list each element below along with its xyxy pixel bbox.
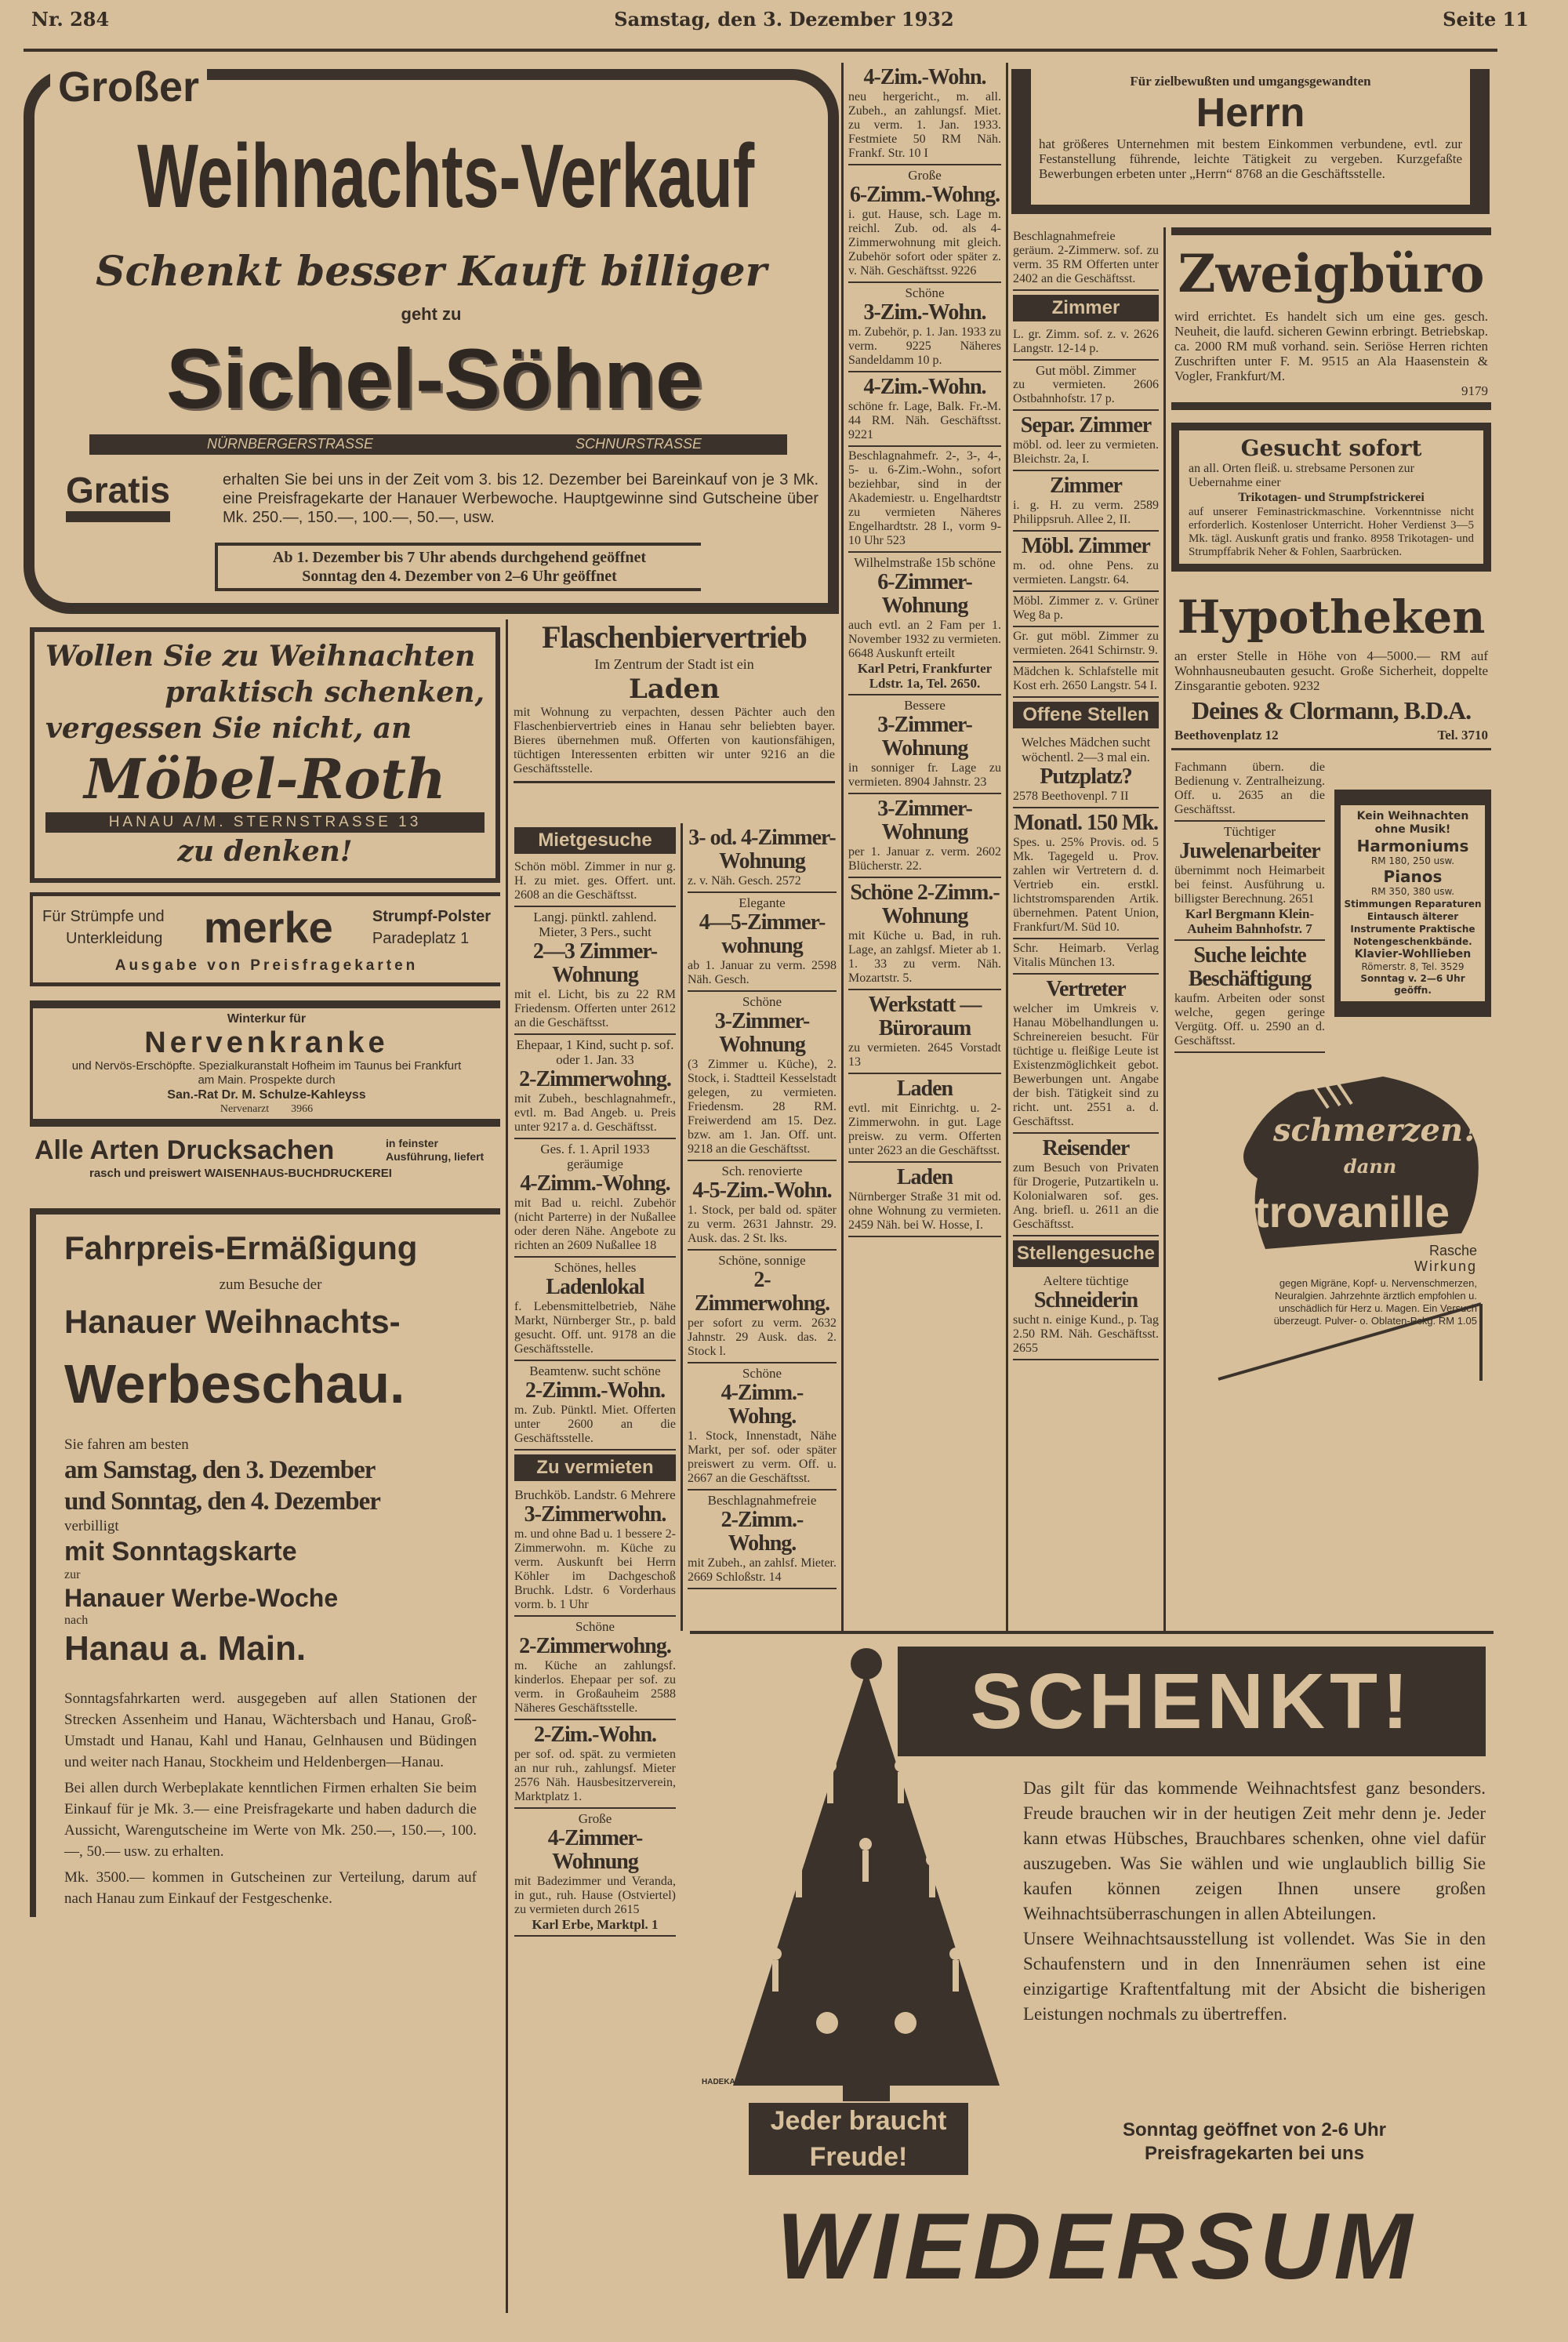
classified-ad (848, 553, 1001, 695)
ad-pre: Sch. renovierte (721, 1164, 803, 1178)
ad-body: Fachmann übern. die Bedienung v. Zentralheizung. Off. u. 2635 an die Geschäftsst. (1174, 761, 1325, 816)
ad-head: 3-Zim.-Wohn. (863, 300, 986, 325)
classified-ad (688, 1161, 837, 1251)
ad-address-row (1174, 728, 1488, 743)
ad-zweigbuero (1171, 227, 1491, 410)
right-row (1171, 758, 1491, 1053)
ad-d4: Hanauer Werbe-Woche (64, 1584, 339, 1612)
ad-price2: RM 350, 380 usw. (1370, 886, 1455, 897)
ad-head: 2-Zim.-Wohn. (533, 1723, 657, 1747)
ad-head: Laden (896, 1077, 953, 1101)
ad-right-line2: Paradeplatz 1 (372, 930, 470, 947)
ad-text (1023, 1776, 1486, 2027)
ad-r1: Rasche (1428, 1243, 1477, 1258)
ad-moebel-roth (30, 627, 500, 883)
street-right: SCHNURSTRASSE (575, 436, 702, 452)
ad-title: Hypotheken (1177, 590, 1486, 644)
ad-pre: Ehepaar, 1 Kind, sucht p. sof. oder 1. Jan. 33 (516, 1037, 674, 1067)
ad-goes-to: geht zu (401, 304, 462, 324)
ad-brand: merke (203, 902, 333, 952)
masthead-rule (24, 49, 1497, 52)
ad-p1: Sie fahren am besten (64, 1436, 189, 1453)
ad-head: 6-Zimm.-Wohng. (849, 183, 1000, 207)
ad-head: Suche leichte Beschäftigung (1188, 943, 1312, 991)
ad-body: mit Zubeh., an zahlsf. Mieter. 2669 Schloßstr. 14 (688, 1556, 837, 1584)
ad-line1: Wollen Sie zu Weihnachten (45, 640, 476, 673)
ad-head: Zimmer (1050, 474, 1122, 498)
ad-body: Beschlagnahmefr. 2-, 3-, 4-, 5- u. 6-Zim.-Wohn., sofort beziehbar, sind in der Akademiestr. u. Engelhardtstr zu vermieten Näheres Engelhardtstr. 28 I., vorm 9-10 Uhr 523 (848, 449, 1001, 547)
ad-title: Herrn (1196, 90, 1305, 136)
ad-right-line1: Strumpf-Polster (372, 908, 491, 925)
ad-p2: verbilligt (64, 1518, 119, 1534)
classified-ad (848, 878, 1001, 990)
ad-right (372, 906, 491, 950)
ad-drucksachen-row (34, 1135, 495, 1166)
ad-price1: RM 180, 250 usw. (1370, 855, 1455, 866)
ad-title: Flaschenbiervertrieb (542, 619, 807, 655)
ad-head: Laden (896, 1165, 953, 1189)
classified-ad (514, 1809, 676, 1937)
classified-ad (1013, 1271, 1159, 1360)
classified-ad (848, 165, 1001, 283)
ad-slogan: Schenkt besser Kauft billiger (95, 248, 768, 296)
classified-ad (1013, 532, 1159, 592)
ad-head: 2-Zimmerwohng. (519, 1067, 671, 1091)
ad-pre: Große (578, 1811, 612, 1826)
ad-kicker: Für zielbewußten und umgangsgewandten (1130, 74, 1371, 89)
ad-pre: Schöne, sonnige (718, 1253, 806, 1268)
ad-line2: praktisch schenken, (165, 676, 485, 709)
ad-pre: Bessere (904, 698, 946, 713)
ad-head: 4—5-Zimmer-wohnung (699, 910, 826, 958)
classified-ad (1174, 822, 1325, 941)
ad-body: m. Zubehör, p. 1. Jan. 1933 zu verm. 9225 Näheres Sandeldamm 10 p. (848, 325, 1001, 367)
ad-question: schmerzen? (1273, 1112, 1482, 1149)
classified-ad (688, 1251, 837, 1363)
ad-body: Gr. gut möbl. Zimmer zu vermieten. 2641 Schirnstr. 9. (1013, 630, 1159, 657)
classified-ad (1013, 361, 1159, 411)
ad-address: Beethovenplatz 12 (1174, 728, 1279, 743)
section-banner (1013, 698, 1159, 732)
classified-ad (688, 1491, 837, 1589)
classified-ad (514, 1361, 676, 1451)
ad-role (33, 1102, 500, 1116)
ad-body: per sofort zu verm. 2632 Jahnstr. 29 Ausk. das. 2. Stock l. (688, 1316, 837, 1358)
classified-ad (1013, 939, 1159, 975)
ad-line3: vergessen Sie nicht, an (45, 712, 412, 745)
ad-h1: Hanauer Weihnachts- (64, 1303, 401, 1340)
classified-column-wohnungen (683, 823, 841, 1589)
ad-body: Mädchen k. Schlafstelle mit Kost erh. 2650 Langstr. 54 I. (1013, 665, 1159, 692)
classified-ad (1174, 758, 1325, 822)
ad-body: in sonniger fr. Lage zu vermieten. 8904 Jahnstr. 23 (848, 761, 1001, 789)
ad-left-line1: Für Strümpfe und (42, 908, 165, 925)
ad-head: Monatl. 150 Mk. (1013, 811, 1159, 835)
ad-head: 2-Zimmerwohng. (519, 1634, 671, 1658)
ad-herrn (1011, 69, 1490, 214)
ad-pre: Gut möbl. Zimmer (1036, 363, 1136, 378)
classified-ad (848, 1163, 1001, 1237)
ad-head: 2-Zimmerwohng. (694, 1268, 830, 1316)
ad-firm: Klavier-Wohllieben (1354, 948, 1472, 960)
ad-brand-mark: HADEKA (702, 2078, 735, 2086)
ad-head: 4-Zimm.-Wohng. (520, 1171, 670, 1196)
ad-pre: Beamtenw. sucht schöne (529, 1363, 661, 1378)
section-banner (1013, 291, 1159, 325)
ad-kicker: Großer (50, 63, 207, 111)
classified-ad (1013, 227, 1159, 291)
ad-merke (30, 892, 500, 986)
ad-body: übernimmt noch Heimarbeit bei feinst. Ausführung u. billigster Berechnung. 2651 (1174, 864, 1325, 906)
ad-services: Stimmungen Reparaturen Eintausch älterer Instrumente Praktische Notengeschenkbände. (1344, 899, 1482, 947)
ad-body: Beschlagnahmefreie geräum. 2-Zimmerw. sof. zu verm. 35 RM Offerten unter 2402 an die Geschäftsst. (1013, 230, 1159, 285)
ad-head: 3-Zimmer-Wohnung (877, 797, 972, 844)
classified-ad (1013, 627, 1159, 663)
classified-ad (688, 1363, 837, 1491)
ad-title: Gesucht sofort (1240, 435, 1422, 461)
ad-pre: Aeltere tüchtige (1043, 1273, 1129, 1288)
ad-text1: Sonntagsfahrkarten werd. ausgegeben auf allen Stationen der Strecken Assenheim und Hanau, Wächtersbach und Hanau, Groß-Umstadt und Hanau, Kahl und Hanau, Gelnhausen und Büdingen und weiter nach Hanau, Stockheim und Heldenbergen—Hanau. (64, 1690, 477, 1770)
ad-head: Schöne 2-Zimm.-Wohnung (850, 881, 1000, 928)
classified-column-zimmer-stellen (1008, 227, 1163, 1360)
ad-head: Reisender (1042, 1136, 1130, 1160)
ad-head: Werkstatt — Büroraum (868, 993, 982, 1040)
ad-title: SCHENKT! (898, 1647, 1486, 1756)
ad-line1: Kein Weihnachten ohne Musik! (1356, 810, 1469, 836)
ad-sub: zum Besuche der (219, 1276, 322, 1293)
ad-body: sucht n. einige Kund., p. Tag 2.50 RM. Näh. Geschäftsst. 2655 (1013, 1313, 1159, 1355)
classified-ad (848, 63, 1001, 165)
issue-date: Samstag, den 3. Dezember 1932 (614, 8, 954, 31)
ad-body: an erster Stelle in Höhe von 4—5000.— RM auf Wohnhausneubauten gesucht. Große Sicherheit, doppelte Zinsgarantie geboten. 9232 (1174, 648, 1488, 693)
ad-hypotheken (1171, 583, 1491, 750)
ad-code: 3966 (291, 1103, 314, 1115)
ad-body: Schr. Heimarb. Verlag Vitalis München 13. (1013, 942, 1159, 969)
ad-head: 3- od. 4-Zimmer-Wohnung (688, 826, 836, 873)
ad-head: 4-Zim.-Wohn. (863, 65, 986, 89)
ad-body: schöne fr. Lage, Balk. Fr.-M. 44 RM. Näh. Geschäftsst. 9221 (848, 400, 1001, 441)
ad-pre: Schöne (575, 1619, 615, 1634)
ad-pre: Große (908, 168, 942, 183)
ad-body: Spes. u. 25% Provis. od. 5 Mk. Tagegeld u. Prov. zahlen wir Vertretern d. d. Vertrieb ein. erstkl. lichtstromsparenden Artik. übernehmen. Patent Union, Frankfurt/M. Süd 10. (1013, 836, 1159, 934)
ad-body: i. gut. Hause, sch. Lage m. reichl. Zub. od. als 4-Zimmerwohnung mit gleich. Zubehör sofort oder später z. v. Näh. Geschäftsst. 9226 (848, 208, 1001, 278)
ad-hours (1023, 2119, 1486, 2166)
ad-pre: Langj. pünktl. zahlend. Mieter, 3 Pers., sucht (533, 910, 657, 939)
ad-foot: Karl Petri, Frankfurter Ldstr. 1a, Tel. 2650. (857, 661, 993, 691)
ad-body: 1. Stock, Innenstadt, Nähe Markt, per sof. oder später preiswert zu verm. Off. u. 2667 an die Geschäftsst. (688, 1429, 837, 1485)
ad-body: Nürnberger Straße 31 mit od. ohne Wohnung zu vermieten. 2459 Näh. bei W. Hosse, I. (848, 1190, 1001, 1232)
ad-body: 2578 Beethovenpl. 7 II (1013, 790, 1129, 803)
ad-body: mit Zubeh., beschlagnahmefr., evtl. m. Bad Angeb. u. Preis unter 9217 a. d. Geschäftsst. (514, 1092, 676, 1134)
classified-ad (1013, 592, 1159, 627)
ad-kicker: Winterkur für (227, 1012, 307, 1026)
ad-foot: Karl Erbe, Marktpl. 1 (532, 1917, 659, 1932)
classified-ad (514, 1139, 676, 1258)
ad-text3: Mk. 3500.— kommen in Gutscheinen zur Verteilung, darum auf nach Hanau zum Einkauf der Festgeschenke. (64, 1869, 477, 1907)
ad-head: 3-Zimmer-Wohnung (877, 713, 972, 761)
ad-fahrpreis (30, 1208, 500, 1917)
ad-head: 4-Zimmer-Wohnung (547, 1826, 643, 1874)
ad-head: Separ. Zimmer (1020, 413, 1152, 438)
ad-body: mit Wohnung zu verpachten, dessen Pächter auch den Flaschenbiervertrieb eines in Hanau sehr beliebten bayer. Bieres übernehmen muß. Offerten von kautionsfähigen, tüchtigen Interessenten erbitten wir unter 9216 an die Geschäftsstelle. (514, 706, 835, 775)
classified-ad (514, 858, 676, 907)
ad-body: gegen Migräne, Kopf- u. Nervenschmerzen, Neuralgien. Jahrzehnte ärztlich empfohlen u. unschädlich für Herz u. Magen. Ein Versuch überzeugt. Pulver- o. Oblaten-Pckg. RM 1.05 (1273, 1277, 1477, 1327)
ad-body: kaufm. Arbeiten oder sonst welche, gegen geringe Vergütg. Off. u. 2590 an d. Geschäftsst. (1174, 992, 1325, 1048)
page-number: Seite 11 (1443, 8, 1529, 31)
ad-banner: Offene Stellen (1013, 702, 1159, 728)
ad-body: wird errichtet. Es handelt sich um eine ges. gesch. Neuheit, die laufd. sicheren Gewinn erbringt. Betriebskap. ca. 2000 RM muß vorhand. sein. Seriöse Herren richten Zuschriften unter F. M. 9515 an Ala Haasenstein & Vogler, Frankfurt/M. (1174, 309, 1488, 383)
ad-body: i. g. H. zu verm. 2589 Philippsruh. Allee 2, II. (1013, 499, 1159, 526)
ad-body: hat größeres Unternehmen mit bestem Einkommen verbundene, evtl. zur Festanstellung führende, leichte Tätigkeit zu vergeben. Kurzgefaßte Bewerbungen erbeten unter „Herrn“ 8768 an die Geschäftsstelle. (1039, 136, 1462, 181)
ad-wiedersum (694, 1639, 1494, 2329)
ad-r2: Wirkung (1414, 1258, 1477, 1274)
ad-body: per sof. od. spät. zu vermieten an nur ruh., zahlungsf. Mieter 2576 Näh. Hausbesitzerverein, Marktplatz 1. (514, 1748, 676, 1803)
classified-ad (848, 794, 1001, 878)
ad-pre: Schönes, helles (554, 1260, 637, 1275)
ad-body: ab 1. Januar zu verm. 2598 Näh. Gesch. (688, 959, 837, 986)
ad-line4: zu denken! (177, 835, 353, 868)
opening-hours (215, 543, 701, 591)
ad-title: Nervenkranke (144, 1026, 389, 1059)
ad-side: in feinster Ausführung, liefert (386, 1137, 485, 1163)
ad-hours: Sonntag v. 2—6 Uhr geöffn. (1360, 973, 1465, 996)
ad-title: Alle Arten Drucksachen (34, 1135, 335, 1165)
ad-body: möbl. od. leer zu vermieten. Bleichstr. 2a, I. (1013, 438, 1159, 466)
section-rule (690, 1631, 1494, 1634)
ad-head: 6-Zimmer-Wohnung (877, 570, 972, 618)
ad-title: Fahrpreis-Ermäßigung (64, 1229, 418, 1266)
ad-h1: Harmoniums (1356, 837, 1469, 855)
ad-head: Möbl. Zimmer (1022, 534, 1150, 558)
section-banner (1013, 1236, 1159, 1271)
classified-ad (1013, 663, 1159, 698)
ad-p3: zur (64, 1568, 81, 1581)
ad-body: mit Badezimmer und Veranda, in gut., ruh. Hause (Ostviertel) zu vermieten durch 2615 (514, 1875, 676, 1916)
classified-ad (514, 1617, 676, 1720)
ad-head: 2—3 Zimmer-Wohnung (532, 939, 658, 987)
classified-column-wohnungen-2 (844, 63, 1006, 1237)
ad-d1: am Samstag, den 3. Dezember (64, 1456, 376, 1484)
ad-head: Putzplatz? (1040, 764, 1132, 789)
ad-paragraph1: Das gilt für das kommende Weihnachtsfest ganz besonders. Freude brauchen wir in der heutigen Zeit mehr denn je. Jeder kann etwas Hübsches, Brauchbares schenken, ohne viel dafür auszugeben. Was Sie wählen und wie unglaublich billig Sie kaufen können zeigen Ihnen unsere großen Weihnachtsüberraschungen in allen Abteilungen. (1023, 1778, 1486, 1923)
ad-dann: dann (1344, 1155, 1397, 1178)
ad-slogan2: Freude! (809, 2142, 908, 2172)
ad-body: 1. Stock, per bald od. später zu verm. 2631 Jahnstr. 29. Ausk. das. 2 St. lks. (688, 1204, 837, 1245)
classified-column-mietgesuche (510, 823, 681, 1937)
ad-banner: Zimmer (1013, 295, 1159, 321)
ad-head: Schneiderin (1033, 1288, 1138, 1313)
ad-pre: Beschlagnahmefreie (707, 1493, 817, 1508)
ad-firm: Deines & Clormann, B.D.A. (1191, 696, 1472, 724)
ad-brand: Möbel-Roth (84, 746, 446, 812)
ad-pre: Wilhelmstraße 15b schöne (854, 555, 996, 570)
ad-d5: Hanau a. Main. (64, 1629, 307, 1668)
classified-ad (1013, 411, 1159, 471)
issue-number: Nr. 284 (31, 8, 110, 31)
ad-head: 3-Zimmerwohn. (524, 1502, 666, 1527)
ad-body: mit el. Licht, bis zu 22 RM Friedensm. Offerten unter 2612 an die Geschäftsst. (514, 988, 676, 1029)
ad-slogan1: Jeder braucht (770, 2106, 947, 2136)
section-banner (514, 823, 676, 858)
ad-body: (3 Zimmer u. Küche), 2. Stock, i. Stadtteil Kesselstadt gelegen, zu vermieten. Friedensm. 28 RM. Freiwerdend am 15. Dez. bzw. am 1. Jan. Off. unt. 9218 an die Geschäftsst. (688, 1058, 837, 1156)
ad-body: Schön möbl. Zimmer in nur g. H. zu miet. ges. Offert. unt. 2608 an die Geschäftsst. (514, 860, 676, 902)
ad-paragraph2: Unsere Weihnachtsausstellung ist vollendet. Was Sie in den Schaufenstern und in den Innenräumen sehen ist eine einzigartige Kraftentfaltung mit der Absicht die bisherigen Leistungen nochmals zu übertreffen. (1023, 1929, 1486, 2024)
ad-merke-row (42, 904, 491, 951)
opening-hours-weekday: Ab 1. Dezember bis 7 Uhr abends durchgehend geöffnet (272, 549, 647, 566)
classified-ad (1013, 975, 1159, 1134)
street-bar (89, 434, 787, 455)
ad-head: Vertreter (1046, 977, 1126, 1001)
ad-head: 2-Zimm.-Wohng. (720, 1508, 804, 1556)
ad-address: HANAU A/M. STERNSTRASSE 13 (45, 812, 485, 833)
ad-pre: Bruchköb. Landstr. 6 Mehrere (514, 1487, 676, 1502)
ad-body: m. Zub. Pünktl. Miet. Offerten unter 2600 an die Geschäftsstelle. (514, 1403, 676, 1445)
ad-d2: und Sonntag, den 4. Dezember (64, 1487, 380, 1516)
ad-brand: Sichel-Söhne (165, 331, 703, 426)
ad-head: 2-Zimm.-Wohn. (524, 1378, 666, 1403)
street-left: NÜRNBERGERSTRASSE (207, 436, 374, 452)
ad-head: 4-Zim.-Wohn. (863, 375, 986, 399)
ad-title: Weihnachts-Verkauf (137, 125, 755, 227)
classified-ad (514, 907, 676, 1035)
ad-pre: Ges. f. 1. April 1933 geräumige (540, 1142, 650, 1171)
classified-ad (1013, 325, 1159, 361)
ad-body: auch evtl. an 2 Fam per 1. November 1932 zu vermieten. 6648 Auskunft erteilt (848, 619, 1001, 660)
classified-ad (688, 893, 837, 992)
ad-rasche (1383, 1243, 1477, 1274)
gratis-label: Gratis (66, 469, 170, 522)
classified-column-right (1171, 758, 1328, 1053)
ad-head: Juwelenarbeiter (1179, 839, 1320, 863)
ad-text: und Nervös-Erschöpfte. Spezialkuranstalt Hofheim im Taunus bei Frankfurt am Main. Prospekte durch (71, 1059, 462, 1087)
ad-body: evtl. mit Einrichtg. u. 2-Zimmerwohn. in gut. Lage preisw. zu verm. Offerten unter 2623 an die Geschäftsst. (848, 1102, 1001, 1157)
ad-gesucht-sofort (1171, 423, 1491, 572)
ad-p4: nach (64, 1614, 89, 1627)
classified-ad (848, 1074, 1001, 1163)
classified-ad (1174, 941, 1325, 1053)
ad-hours-text: Sonntag geöffnet von 2-6 Uhr (1123, 2119, 1386, 2140)
ad-title: Zweigbüro (1178, 243, 1485, 304)
column-divider (1163, 227, 1166, 1631)
ad-left-line2: Unterkleidung (66, 930, 163, 947)
classified-ad (514, 1258, 676, 1361)
ad-bold: Trikotagen- und Strumpfstrickerei (1238, 491, 1425, 504)
classified-ad (514, 1720, 676, 1809)
ad-left (42, 906, 165, 950)
opening-hours-sunday: Sonntag den 4. Dezember von 2–6 Uhr geöffnet (302, 568, 617, 585)
classified-ad (848, 283, 1001, 372)
ad-body: neu hergericht., m. all. Zubeh., an zahlungsf. Miet. zu verm. 1. Jan. 1933. Festmiete 50 RM Näh. Frankf. Str. 10 I (848, 90, 1001, 160)
ad-head: Ladenlokal (546, 1275, 644, 1299)
ad-brand: Citrovanille (1210, 1187, 1450, 1236)
ad-pre: Welches Mädchen sucht wöchentl. 2—3 mal ein. (1021, 735, 1151, 764)
ad-body: m. od. ohne Pens. zu vermieten. Langstr. 64. (1013, 559, 1159, 586)
classified-ad (848, 372, 1001, 447)
ad-text2: Bei allen durch Werbeplakate kenntlichen Firmen erhalten Sie beim Einkauf für je Mk. 3.— eine Preisfragekarte und haben dadurch die Aussicht, Warengutscheine im Werte von Mk. 250.—, 150.—, 100.—, 50.— usw. zu erhalten. (64, 1780, 477, 1860)
ad-h2: Werbeschau. (64, 1353, 405, 1414)
ad-banner: Stellengesuche (1013, 1240, 1159, 1267)
ad-body: zu vermieten. 2645 Vorstadt 13 (848, 1041, 1001, 1069)
ad-body: Möbl. Zimmer z. v. Grüner Weg 8a p. (1013, 594, 1159, 622)
classified-ad (848, 695, 1001, 794)
ad-head: 4-5-Zim.-Wohn. (692, 1178, 832, 1203)
ad-address: Römerstr. 8, Tel. 3529 (1361, 961, 1465, 972)
ad-body: zum Besuch von Privaten für Drogerie, Putzartikeln u. Kolonialwaren sof. ges. Ang. briefl. u. 2611 an die Geschäftsst. (1013, 1161, 1159, 1231)
ad-drucksachen (30, 1135, 500, 1182)
ad-role-text: Nervenarzt (220, 1103, 270, 1115)
ad-head: Laden (628, 674, 720, 705)
section-banner (514, 1451, 676, 1485)
ad-bottom: rasch und preiswert WAISENHAUS-BUCHDRUCKEREI (89, 1167, 392, 1180)
ad-banner: Mietgesuche (514, 827, 676, 854)
classified-ad (688, 823, 837, 893)
ad-body: zu vermieten. 2606 Ostbahnhofstr. 17 p. (1013, 378, 1159, 405)
classified-ad (1013, 471, 1159, 532)
classified-ad (688, 992, 837, 1161)
ad-head: 3-Zimmer-Wohnung (714, 1009, 810, 1057)
ad-pre: Schöne (742, 994, 782, 1009)
ad-flaschenbier (514, 619, 835, 783)
classified-ad (1013, 808, 1159, 939)
ad-body: z. v. Näh. Gesch. 2572 (688, 874, 801, 888)
ad-body: mit Bad u. reichl. Zubehör (nicht Parterre) in der Nußallee oder deren Nähe. Angebote zu richten an 2609 Nußallee 18 (514, 1196, 676, 1252)
ad-body: m. und ohne Bad u. 1 bessere 2-Zimmerwohn. m. Küche zu verm. Auskunft bei Herrn Köhler im Dachgeschoß Bruchk. Ldstr. 6 Vorderhaus vorm. b. 1 Uhr (514, 1527, 676, 1611)
ad-citrovanille (1203, 1069, 1491, 1382)
ad-body: per 1. Januar z. verm. 2602 Blücherstr. 22. (848, 845, 1001, 873)
ad-head: 4-Zimm.-Wohng. (720, 1381, 804, 1429)
ad-tel: Tel. 3710 (1437, 728, 1488, 743)
ad-store-name: WIEDERSUM (776, 2194, 1419, 2299)
ad-title-wrap (34, 125, 828, 235)
classified-ad (848, 447, 1001, 553)
ad-pre: Tüchtiger (1223, 824, 1276, 839)
ad-harmonium (1334, 790, 1491, 1017)
column-divider (506, 619, 508, 2313)
ad-d3: mit Sonntagskarte (64, 1537, 297, 1567)
classified-ad (848, 990, 1001, 1074)
ad-body: f. Lebensmittelbetrieb, Nähe Markt, Nürnberger Str., p. bald gesucht. Off. unt. 9178 an die Geschäftsstelle. (514, 1300, 676, 1356)
ad-pre: Elegante (739, 895, 786, 910)
classified-ad (1013, 732, 1159, 808)
ad-body1: an all. Orten fleiß. u. strebsame Personen zur Uebernahme einer (1189, 462, 1414, 489)
left-column (30, 627, 500, 1917)
ad-foot: Karl Bergmann Klein-Auheim Bahnhofstr. 7 (1185, 906, 1315, 936)
ad-code: 9179 (1461, 383, 1488, 398)
ad-sichel-soehne (24, 64, 839, 614)
ad-banner: Zu vermieten (514, 1454, 676, 1481)
ad-pre: Schöne (742, 1366, 782, 1381)
ad-pre: Schöne (905, 285, 945, 300)
right-column (1171, 227, 1491, 1382)
ad-doctor: San.-Rat Dr. M. Schulze-Kahleyss (167, 1088, 366, 1102)
ad-slogan (749, 2103, 968, 2175)
ad-h2: Pianos (1383, 867, 1443, 886)
ad-body: L. gr. Zimm. sof. z. v. 2626 Langstr. 12-14 p. (1013, 328, 1159, 355)
ad-body: mit Küche u. Bad, in ruh. Lage, an zahlgsf. Mieter ab 1. 1. 33 zu verm. Näh. Mozartstr. 5. (848, 929, 1001, 985)
ad-nervenkranke (30, 1000, 500, 1127)
ad-body: welcher im Umkreis v. Hanau Möbelhandlungen u. Schreinereien besucht. Für tüchtige u. fleißige Leute ist Existenzmöglichkeit gebot. Bewerbungen unt. Angabe der bish. Tätigkeit sind zu richt. unt. 2551 a. d. Geschäftsst. (1013, 1002, 1159, 1128)
classified-ad (514, 1035, 676, 1139)
gratis-text: erhalten Sie bei uns in der Zeit vom 3. bis 12. Dezember bei Bareinkauf von je 3 Mk. eine Preisfragekarte der Hanauer Werbewoche. Hauptgewinne sind Gutscheine über Mk. 250.—, 150.—, 100.—, 50.—, usw. (223, 471, 818, 526)
classified-ad (514, 1485, 676, 1617)
ad-bottom: Ausgabe von Preisfragekarten (114, 957, 419, 974)
ad-cards: Preisfragekarten bei uns (1144, 2143, 1365, 2164)
classified-ad (1013, 1134, 1159, 1236)
ad-body2: auf unserer Feminastrickmaschine. Vorkenntnisse nicht erforderlich. Kostenloser Unterricht. Hoher Verdienst 3—5 Mk. tägl. Auskunft gratis und franko. 8958 Trikotagen- und Strumpffabrik Neher & Fohlen, Saarbrücken. (1189, 506, 1474, 558)
ad-body: m. Küche an zahlungsf. kinderlos. Ehepaar per sof. zu verm. in Großauheim 2588 Näheres Geschäftsstelle. (514, 1659, 676, 1715)
ad-intro: Im Zentrum der Stadt ist ein (594, 656, 754, 672)
